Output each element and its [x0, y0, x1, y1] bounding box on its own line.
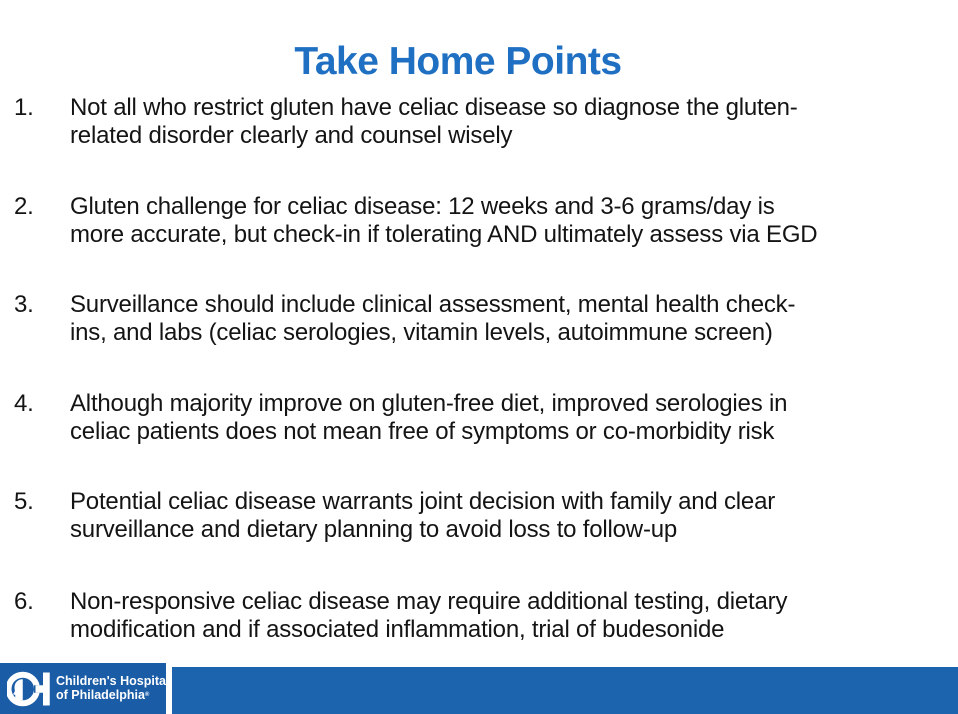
- list-item-text: [70, 588, 787, 644]
- list-item-line: related disorder clearly and counsel wisely: [70, 122, 513, 149]
- registered-trademark-symbol: ®: [144, 692, 150, 698]
- list-item-line: surveillance and dietary planning to avoid loss to follow-up: [70, 516, 678, 543]
- list-item-text: [70, 291, 795, 347]
- list-item-line: Non-responsive celiac disease may require additional testing, dietary: [70, 588, 788, 615]
- list-item-text: [70, 193, 817, 249]
- list-item-line: Not all who restrict gluten have celiac disease so diagnose the gluten-: [70, 94, 798, 121]
- footer-bar: [172, 667, 958, 714]
- list-item-text: [70, 94, 798, 150]
- footer-logo: [0, 663, 170, 714]
- list-item-number: 4.: [14, 390, 34, 417]
- list-item-line: Surveillance should include clinical assessment, mental health check-: [70, 291, 796, 318]
- list-item-line: Potential celiac disease warrants joint decision with family and clear: [70, 488, 776, 515]
- list-item-number: 6.: [14, 588, 34, 615]
- list-item-number: 3.: [14, 291, 34, 318]
- list-item-line: Although majority improve on gluten-free diet, improved serologies in: [70, 390, 788, 417]
- list-item: [14, 390, 787, 446]
- list-item: [14, 193, 817, 249]
- list-item: [14, 488, 775, 544]
- list-item-number: 1.: [14, 94, 34, 121]
- list-item-text: [70, 390, 787, 446]
- footer-org-name: [56, 674, 169, 702]
- list-item: [14, 94, 798, 150]
- list-item: [14, 291, 795, 347]
- chop-ch-monogram-icon: [7, 670, 55, 708]
- list-item-text: [70, 488, 775, 544]
- list-item-number: 5.: [14, 488, 34, 515]
- list-item-line: celiac patients does not mean free of symptoms or co-morbidity risk: [70, 418, 775, 445]
- list-item-line: modification and if associated inflammation, trial of budesonide: [70, 616, 725, 643]
- list-item-line: more accurate, but check-in if tolerating AND ultimately assess via EGD: [70, 221, 818, 248]
- list-item: [14, 588, 787, 644]
- slide-title: Take Home Points: [294, 40, 622, 84]
- list-item-number: 2.: [14, 193, 34, 220]
- footer-org-name-line2: of Philadelphia®: [56, 688, 150, 702]
- list-item-line: ins, and labs (celiac serologies, vitamin levels, autoimmune screen): [70, 319, 773, 346]
- list-item-line: Gluten challenge for celiac disease: 12 weeks and 3-6 grams/day is: [70, 193, 775, 220]
- footer-org-name-line1: Children's Hospital: [56, 674, 170, 688]
